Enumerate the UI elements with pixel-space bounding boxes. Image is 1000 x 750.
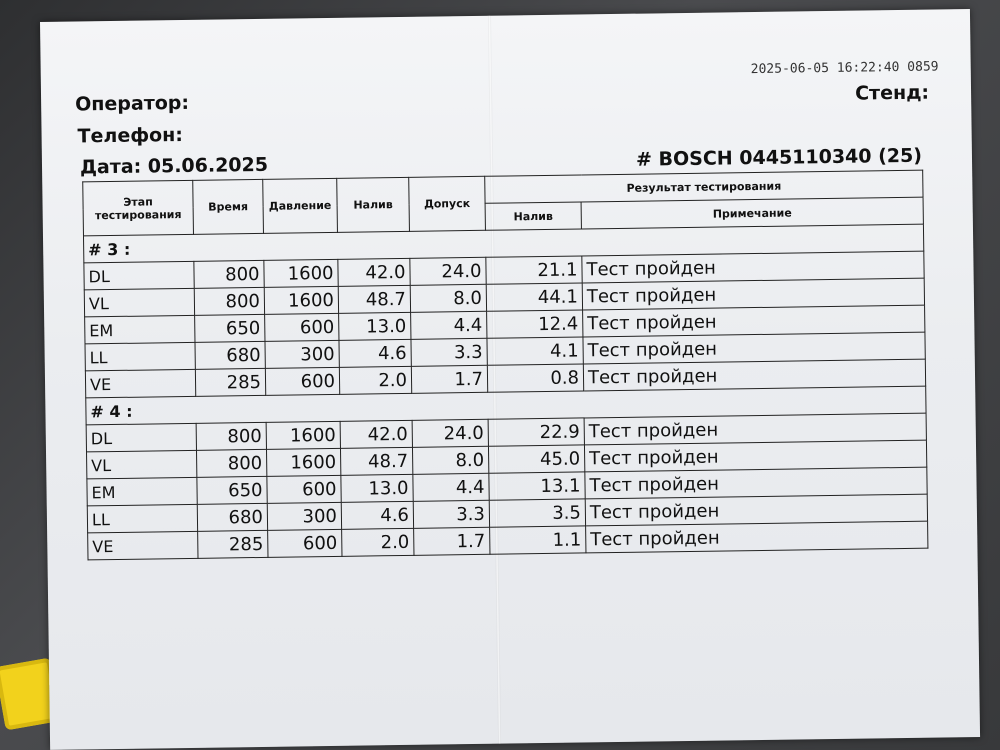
header-result-fill: Налив	[485, 202, 581, 230]
header-tolerance: Допуск	[409, 176, 486, 231]
note-cell: Тест пройден	[582, 278, 924, 310]
result-fill-cell: 22.9	[488, 418, 584, 446]
pressure-cell: 1600	[264, 286, 338, 314]
tolerance-cell: 24.0	[410, 257, 486, 285]
stage-cell: LL	[85, 342, 195, 371]
result-fill-cell: 4.1	[487, 337, 583, 365]
tolerance-cell: 3.3	[411, 338, 487, 366]
stage-cell: VL	[84, 288, 194, 317]
time-cell: 800	[194, 260, 264, 288]
tolerance-cell: 4.4	[411, 311, 487, 339]
result-fill-cell: 45.0	[488, 445, 584, 473]
fill-cell: 2.0	[339, 366, 411, 394]
time-cell: 285	[198, 530, 268, 558]
note-cell: Тест пройден	[585, 467, 927, 499]
header-note: Примечание	[581, 197, 923, 229]
fill-cell: 48.7	[340, 447, 412, 475]
pressure-cell: 1600	[264, 259, 338, 287]
tolerance-cell: 24.0	[412, 419, 488, 447]
tolerance-cell: 4.4	[413, 473, 489, 501]
pressure-cell: 300	[267, 502, 341, 530]
tolerance-cell: 1.7	[411, 365, 487, 393]
phone-label: Телефон:	[77, 124, 184, 148]
test-report-sheet	[40, 9, 980, 750]
note-cell: Тест пройден	[582, 251, 924, 283]
group-label: # 4 :	[86, 386, 926, 425]
result-fill-cell: 44.1	[486, 283, 582, 311]
time-cell: 650	[197, 476, 267, 504]
stage-cell: EM	[85, 315, 195, 344]
timestamp: 2025-06-05 16:22:40 0859	[750, 59, 939, 78]
header-result: Результат тестирования	[485, 170, 923, 203]
result-fill-cell: 21.1	[486, 256, 582, 284]
stage-cell: DL	[84, 261, 194, 290]
header-stage: Этап тестирования	[83, 180, 194, 236]
operator-label: Оператор:	[75, 91, 190, 116]
note-cell: Тест пройден	[583, 305, 925, 337]
results-table	[82, 170, 928, 561]
stage-cell: EM	[87, 477, 197, 506]
result-fill-cell: 1.1	[490, 526, 586, 554]
tolerance-cell: 1.7	[414, 527, 490, 555]
time-cell: 800	[196, 422, 266, 450]
header-time: Время	[193, 179, 264, 234]
result-fill-cell: 13.1	[489, 472, 585, 500]
fill-cell: 42.0	[340, 420, 412, 448]
result-fill-cell: 0.8	[487, 364, 583, 392]
pressure-cell: 1600	[266, 421, 340, 449]
results-body	[83, 224, 927, 560]
tolerance-cell: 8.0	[412, 446, 488, 474]
note-cell: Тест пройден	[583, 359, 925, 391]
stage-cell: DL	[86, 423, 196, 452]
product-id: # BOSCH 0445110340 (25)	[635, 144, 923, 171]
time-cell: 650	[195, 314, 265, 342]
stand-label: Стенд:	[855, 81, 930, 105]
stage-cell: VE	[85, 369, 195, 398]
time-cell: 285	[195, 368, 265, 396]
pressure-cell: 300	[265, 340, 339, 368]
stage-cell: LL	[87, 504, 197, 533]
group-label: # 3 :	[83, 224, 923, 263]
header-fill: Налив	[337, 177, 410, 232]
stage-cell: VE	[88, 531, 198, 560]
tolerance-cell: 8.0	[410, 284, 486, 312]
time-cell: 680	[195, 341, 265, 369]
result-fill-cell: 3.5	[489, 499, 585, 527]
tolerance-cell: 3.3	[413, 500, 489, 528]
note-cell: Тест пройден	[584, 413, 926, 445]
pressure-cell: 600	[265, 313, 339, 341]
note-cell: Тест пройден	[583, 332, 925, 364]
time-cell: 800	[196, 449, 266, 477]
note-cell: Тест пройден	[586, 521, 928, 553]
fill-cell: 13.0	[341, 474, 413, 502]
date-label: Дата: 05.06.2025	[79, 153, 269, 179]
time-cell: 680	[197, 503, 267, 531]
header-pressure: Давление	[263, 178, 338, 233]
stage-cell: VL	[87, 450, 197, 479]
fill-cell: 4.6	[341, 501, 413, 529]
pressure-cell: 600	[265, 367, 339, 395]
pressure-cell: 1600	[266, 448, 340, 476]
result-fill-cell: 12.4	[487, 310, 583, 338]
fill-cell: 4.6	[339, 339, 411, 367]
note-cell: Тест пройден	[584, 440, 926, 472]
fill-cell: 13.0	[339, 312, 411, 340]
fill-cell: 48.7	[338, 285, 410, 313]
fill-cell: 42.0	[338, 258, 410, 286]
time-cell: 800	[194, 287, 264, 315]
note-cell: Тест пройден	[585, 494, 927, 526]
pressure-cell: 600	[268, 529, 342, 557]
fill-cell: 2.0	[342, 528, 414, 556]
pressure-cell: 600	[267, 475, 341, 503]
